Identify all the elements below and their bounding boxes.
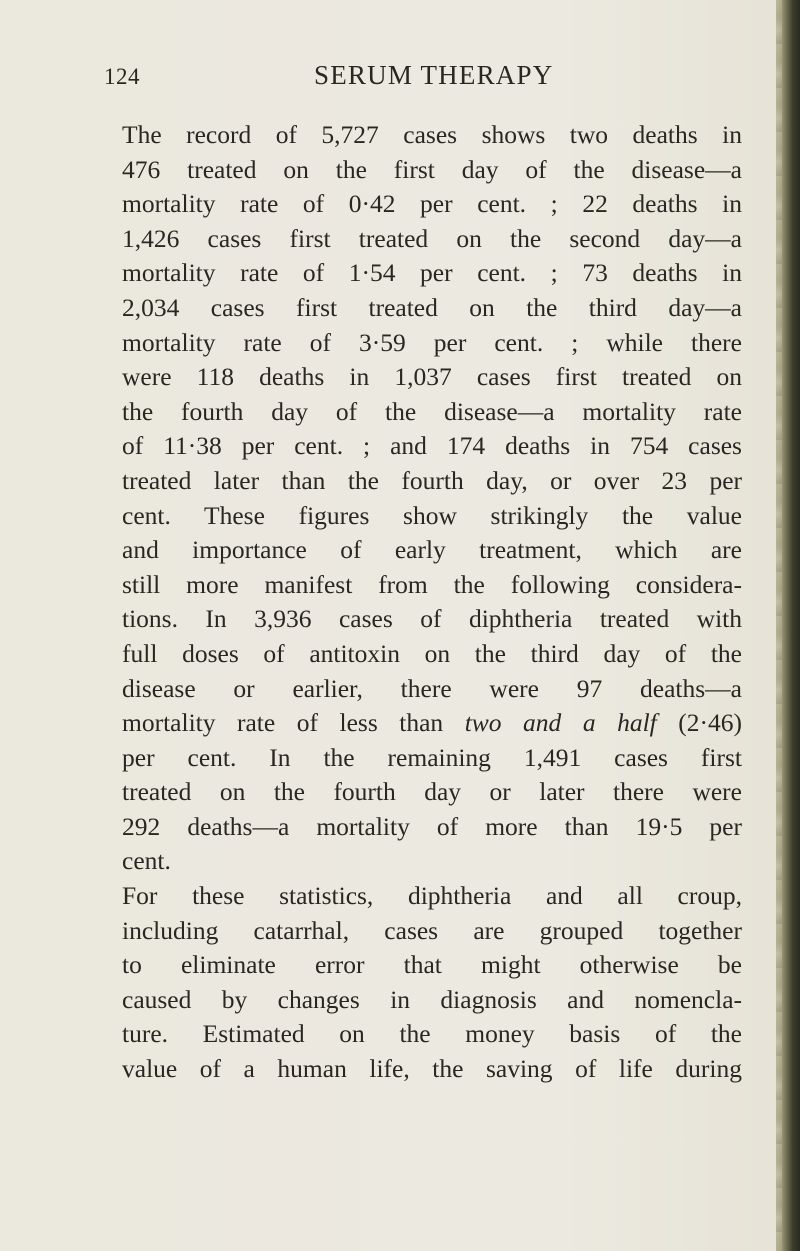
page-number: 124 xyxy=(104,64,140,89)
text-line: the fourth day of the disease—a mortality rate xyxy=(122,396,742,426)
text-line: treated later than the fourth day, or over 23 per xyxy=(122,465,742,495)
page-header xyxy=(104,60,724,100)
text-line: still more manifest from the following considera- xyxy=(122,569,742,599)
text-line: disease or earlier, there were 97 deaths—a xyxy=(122,673,742,703)
text-line: full doses of antitoxin on the third day of the xyxy=(122,638,742,668)
text-line: to eliminate error that might otherwise be xyxy=(122,950,742,980)
text-line: mortality rate of 1·54 per cent. ; 73 deaths in xyxy=(122,258,742,288)
text-line: 292 deaths—a mortality of more than 19·5 per xyxy=(122,811,742,841)
italic-phrase: two and a half xyxy=(464,708,657,738)
body-text xyxy=(122,118,742,1087)
text-line: including catarrhal, cases are grouped together xyxy=(122,915,742,945)
running-title: SERUM THERAPY xyxy=(314,60,554,90)
text-line: per cent. In the remaining 1,491 cases first xyxy=(122,742,742,772)
text-line: tions. In 3,936 cases of diphtheria treated with xyxy=(122,604,742,634)
text-line: mortality rate of 3·59 per cent. ; while there xyxy=(122,327,742,357)
text-line: and importance of early treatment, which are xyxy=(122,535,742,565)
text-line: 1,426 cases first treated on the second day—a xyxy=(122,223,742,253)
text-run: mortality rate of less than xyxy=(122,708,465,738)
text-line: cent. These figures show strikingly the value xyxy=(122,500,742,530)
paragraph-end-line: cent. xyxy=(122,846,171,876)
text-run: (2·46) xyxy=(656,708,743,738)
page-binding-edge xyxy=(776,0,800,1251)
text-line: were 118 deaths in 1,037 cases first treated on xyxy=(122,362,742,392)
text-line: value of a human life, the saving of life during xyxy=(122,1054,742,1084)
text-line: For these statistics, diphtheria and all croup, xyxy=(122,881,742,911)
text-line: ture. Estimated on the money basis of the xyxy=(122,1019,742,1049)
text-line: caused by changes in diagnosis and nomencla- xyxy=(122,984,742,1014)
text-line: The record of 5,727 cases shows two deaths in xyxy=(122,120,742,149)
text-line-with-italic xyxy=(122,706,742,741)
text-line: 476 treated on the first day of the disease—a xyxy=(122,154,742,184)
text-line: of 11·38 per cent. ; and 174 deaths in 754 cases xyxy=(122,431,742,461)
text-line: 2,034 cases first treated on the third day—a xyxy=(122,292,742,322)
text-line: treated on the fourth day or later there were xyxy=(122,777,742,807)
text-line: mortality rate of 0·42 per cent. ; 22 deaths in xyxy=(122,189,742,219)
